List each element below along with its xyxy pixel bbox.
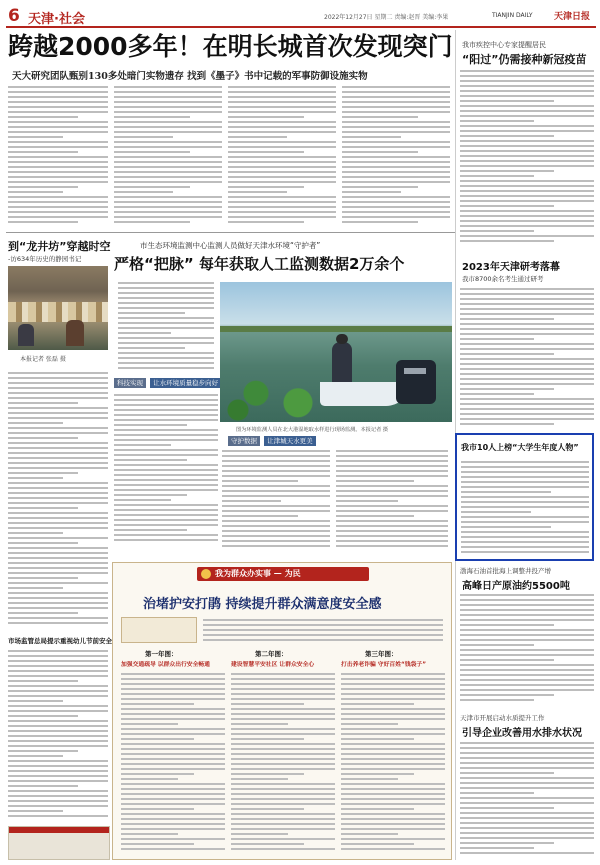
market-photo [8,266,108,350]
lake-photo-caption: 图为环境监测人员在北大港湿地取水样进行现场监测。本报记者 摄 [236,427,389,433]
ad-col3-sub: 打击养老诈骗 守好百姓“钱袋子” [341,662,426,668]
center-kicker: 市生态环境监测中心监测人员做好天津水环境“守护者” [140,241,321,250]
ad-col1-body [121,673,225,853]
left-bottom-ad-strip [8,826,110,860]
right-top-kicker: 我市疾控中心专家提醒居民 [462,41,546,49]
badge-icon [201,569,211,579]
ad-banner-text: 我为群众办实事 — 为民 [215,568,301,578]
market-photo-caption: 本报记者 张磊 摄 [20,356,66,363]
ad-col1-sub: 加强交通疏导 以群众出行安全畅通 [121,662,210,668]
left-feature-body [8,372,108,630]
center-col2-body [222,450,330,550]
ad-notice-box [121,617,197,643]
right-bottom-kicker: 天津市开展启动水质提升工作 [460,714,545,722]
ad-banner [197,567,369,581]
date-line: 2022年12月27日 星期二 责编:赵晋 美编:李果 [324,14,449,21]
tag-text: 让水环境质量稳步向好 [150,378,221,388]
lead-headline: 跨越2000多年！在明长城首次发现突门 [8,32,453,61]
tag-label: 科技实现 [114,378,146,388]
center-intro-body [118,282,214,374]
ad-col3-title: 第三年图： [365,650,398,658]
tag-label: 守护数据 [228,436,260,446]
center-tag-2 [228,436,316,447]
ad-intro-body [203,619,443,643]
right-bottom-body [460,742,594,860]
lead-body-col3 [228,86,336,228]
center-col3-body [336,450,448,550]
ad-col2-sub: 建设智慧平安社区 让群众安全心 [231,662,315,668]
left-bottom-title: 市场监管总局提示重视幼儿节前安全 [8,637,112,645]
ad-col1-title: 第一年图： [145,650,178,658]
section-divider [6,232,455,233]
right-top-body [460,70,594,246]
right-mid-body [460,288,594,430]
boxed-article-body [461,461,589,555]
lead-body-col4 [342,86,450,228]
right-top-title: “阳过”仍需接种新冠疫苗 [462,53,587,66]
boxed-article-title: 我市10人上榜“大学生年度人物” [461,443,579,452]
ad-headline: 治堵护安打鹃 持续提升群众满意度安全感 [143,597,382,612]
right-bottom-title: 引导企业改善用水排水状况 [462,728,582,739]
tag-text: 让津城天水更美 [264,436,316,446]
lead-subhead: 天大研究团队甄别130多处暗门实物遗存 找到《墨子》书中记载的军事防御设施实物 [12,71,368,82]
ad-block [112,562,452,860]
right-oil-body [460,594,594,706]
paper-name-en: TIANJIN DAILY [492,12,533,19]
left-feature-subtitle: -访634年历史的静园书记 [8,255,82,263]
center-headline: 严格“把脉” 每年获取人工监测数据2万余个 [114,255,405,273]
highlight-box [455,433,594,561]
ad-col2-title: 第二年图： [255,650,288,658]
center-tag-1 [114,378,221,389]
right-mid-subtitle: 我市8700余名考生通过研考 [462,275,544,283]
paper-name: 天津日报 [554,12,591,22]
ad-col2-body [231,673,335,853]
right-mid-title: 2023年天津研考落幕 [462,262,560,273]
ad-col3-body [341,673,445,853]
lead-body-col2 [114,86,222,228]
lead-body-col1 [8,86,108,228]
section-label: 天津·社会 [28,12,85,27]
masthead [6,6,596,28]
left-bottom-body [8,650,108,820]
page-number: 6 [8,6,20,26]
left-feature-title: 到“龙井坊”穿越时空 [8,240,111,253]
lake-photo [220,282,452,422]
center-col1-body [114,394,218,548]
right-oil-kicker: 渤海石油首批海上调整井投产增 [460,567,551,575]
right-oil-title: 高峰日产原油约5500吨 [462,581,570,592]
